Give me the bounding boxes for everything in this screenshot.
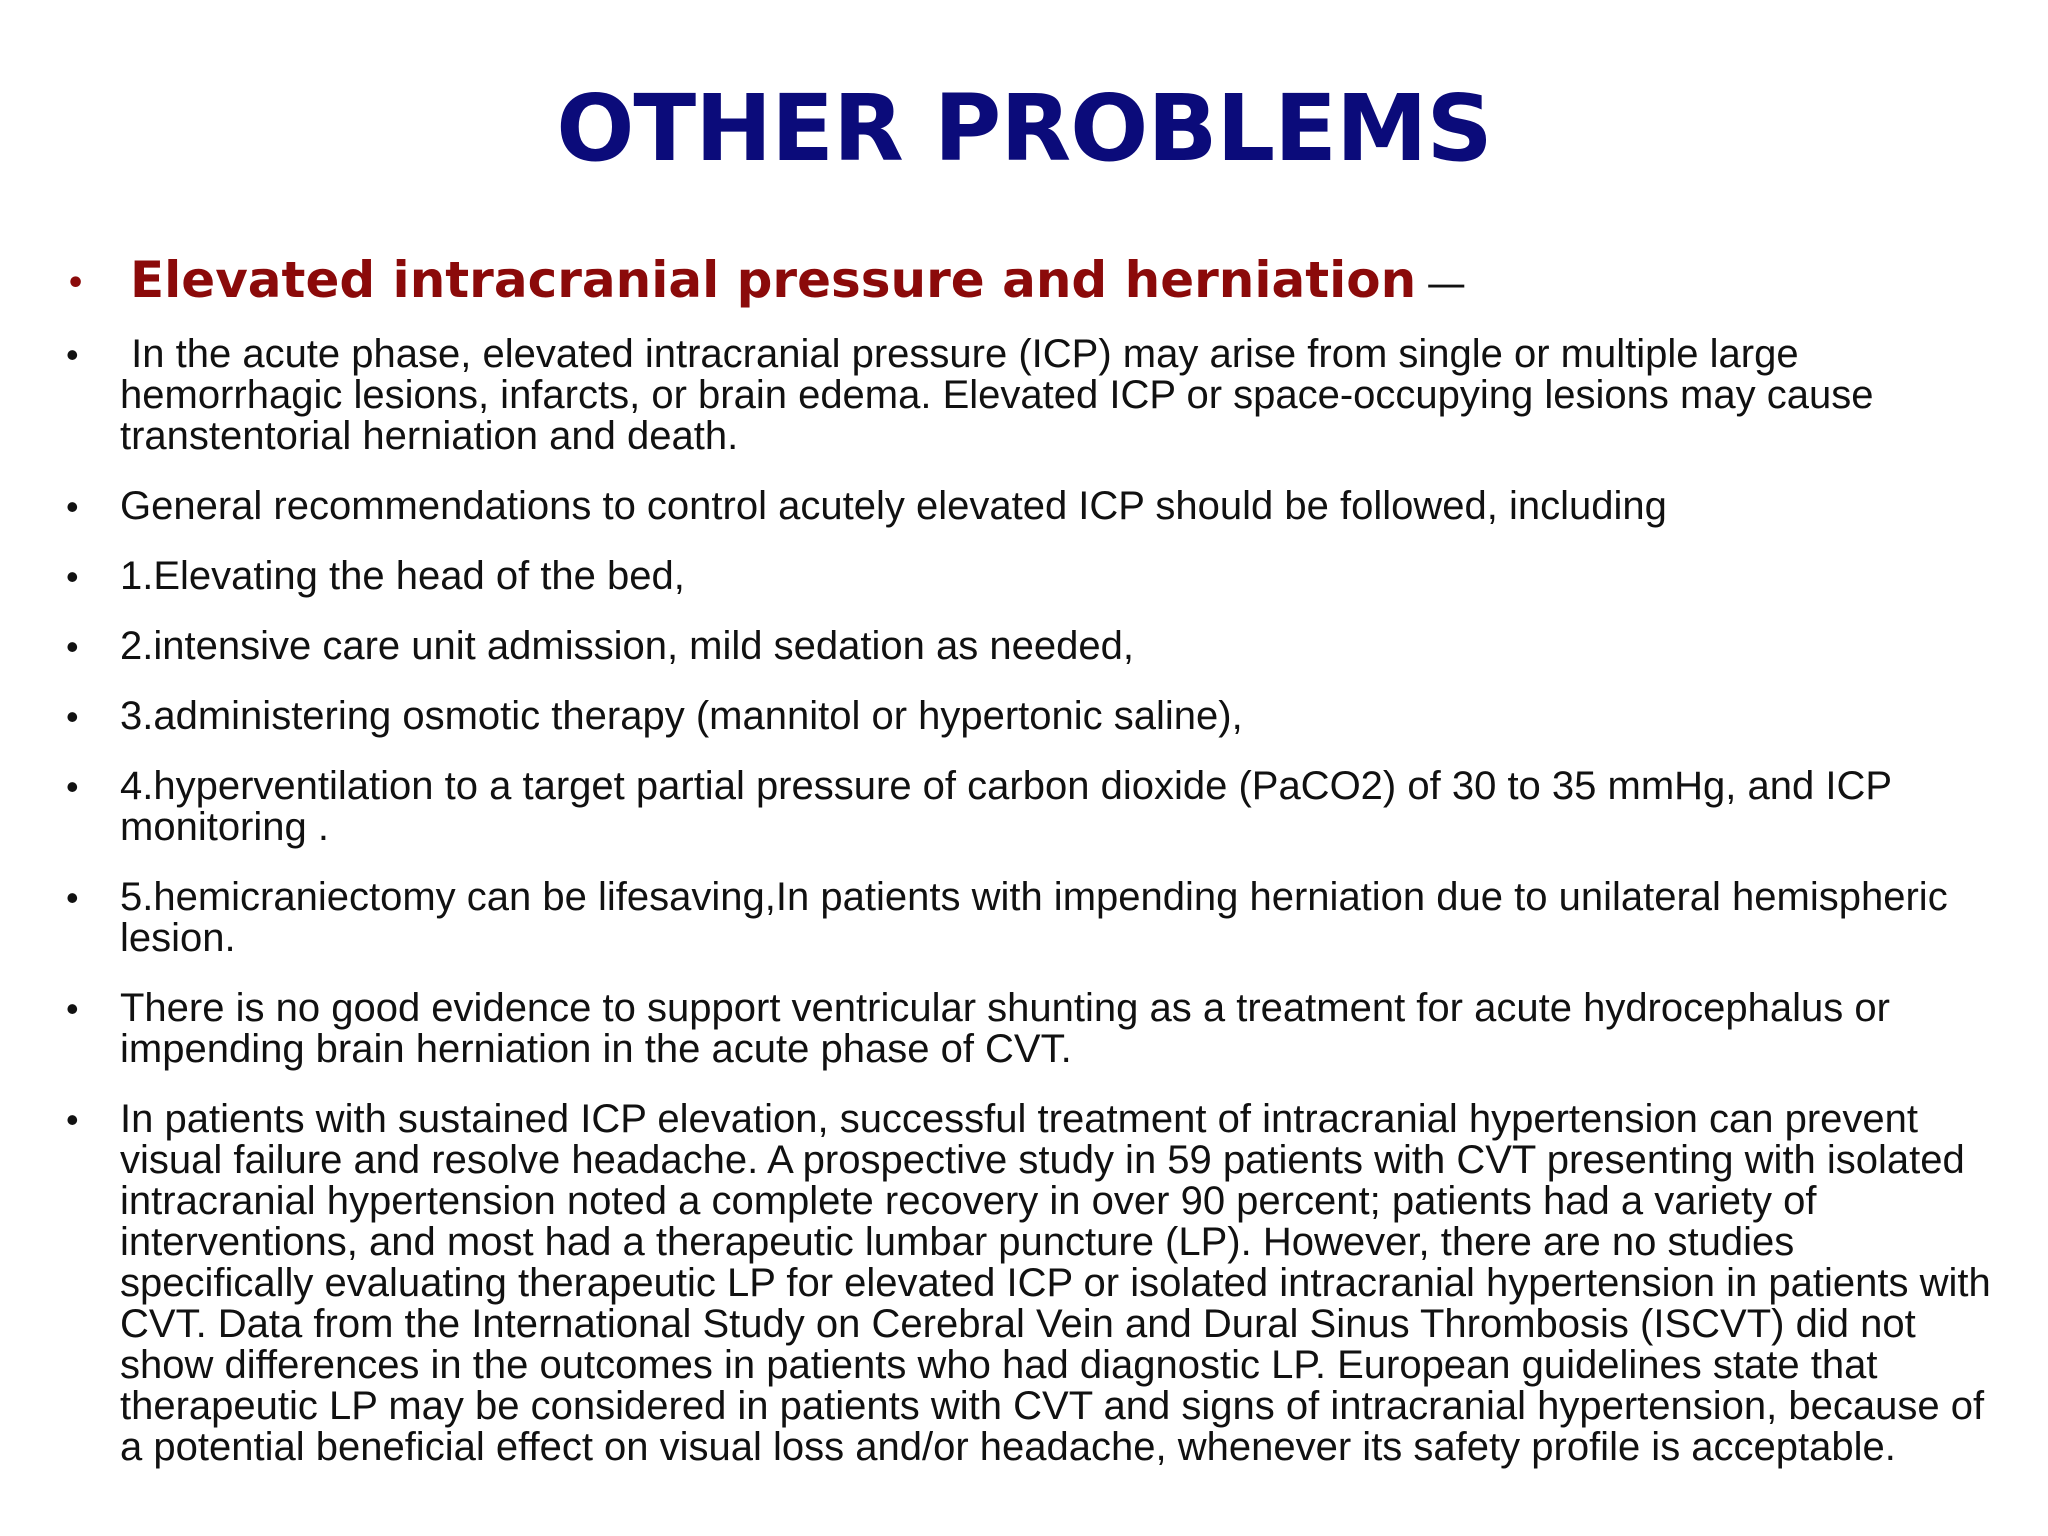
- list-item: [64, 766, 1994, 848]
- list-item: [64, 1099, 1994, 1468]
- list-item-text: In the acute phase, elevated intracranial pressure (ICP) may arise from single or multiple large hemorrhagic lesions, infarcts, or brain edema. Elevated ICP or space-occupying lesions may cause transtentorial herniation and death.: [120, 332, 1885, 458]
- list-item-text: There is no good evidence to support ventricular shunting as a treatment for acute hydrocephalus or impending brain herniation in the acute phase of CVT.: [120, 986, 1890, 1071]
- list-item: [64, 486, 1994, 527]
- bullet-icon: •: [66, 334, 79, 375]
- bullet-list: [64, 252, 1994, 1497]
- list-item: [64, 877, 1994, 959]
- bullet-icon: •: [66, 266, 86, 301]
- list-item: [64, 626, 1994, 667]
- bullet-icon: •: [66, 486, 79, 527]
- bullet-icon: •: [66, 766, 79, 807]
- bullet-icon: •: [66, 556, 79, 597]
- heading-text: Elevated intracranial pressure and herniation: [130, 251, 1417, 309]
- list-item-text: 5.hemicraniectomy can be lifesaving,In patients with impending herniation due to unilateral hemispheric lesion.: [120, 875, 1948, 960]
- list-item-text: 2.intensive care unit admission, mild sedation as needed,: [120, 624, 1134, 668]
- list-item-text: In patients with sustained ICP elevation, successful treatment of intracranial hypertension can prevent visual failure and resolve headache. A prospective study in 59 patients with CVT presenting with isolated intracranial hypertension noted a complete recovery in over 90 percent; patients had a variety of interventions, and most had a therapeutic lumbar puncture (LP). However, there are no studies specifically evaluating therapeutic LP for elevated ICP or isolated intracranial hypertension in patients with CVT. Data from the International Study on Cerebral Vein and Dural Sinus Thrombosis (ISCVT) did not show differences in the outcomes in patients who had diagnostic LP. European guidelines state that therapeutic LP may be considered in patients with CVT and signs of intracranial hypertension, because of a potential beneficial effect on visual loss and/or headache, whenever its safety profile is acceptable.: [120, 1097, 1991, 1469]
- bullet-icon: •: [66, 626, 79, 667]
- list-item-text: 1.Elevating the head of the bed,: [120, 554, 685, 598]
- list-item: [64, 696, 1994, 737]
- list-item-text: General recommendations to control acutely elevated ICP should be followed, including: [120, 484, 1667, 528]
- bullet-icon: •: [66, 696, 79, 737]
- slide-title: OTHER PROBLEMS: [556, 75, 1492, 182]
- list-item-text: 4.hyperventilation to a target partial pressure of carbon dioxide (PaCO2) of 30 to 35 mmHg, and ICP monitoring .: [120, 764, 1892, 849]
- list-item: [64, 334, 1994, 457]
- bullet-icon: •: [66, 1099, 79, 1140]
- bullet-icon: •: [66, 877, 79, 918]
- list-item: [64, 988, 1994, 1070]
- bullet-icon: •: [66, 988, 79, 1029]
- heading-dash: —: [1426, 261, 1467, 307]
- list-item-heading: [64, 252, 1994, 312]
- list-item-text: 3.administering osmotic therapy (mannitol or hypertonic saline),: [120, 694, 1243, 738]
- list-item: [64, 556, 1994, 597]
